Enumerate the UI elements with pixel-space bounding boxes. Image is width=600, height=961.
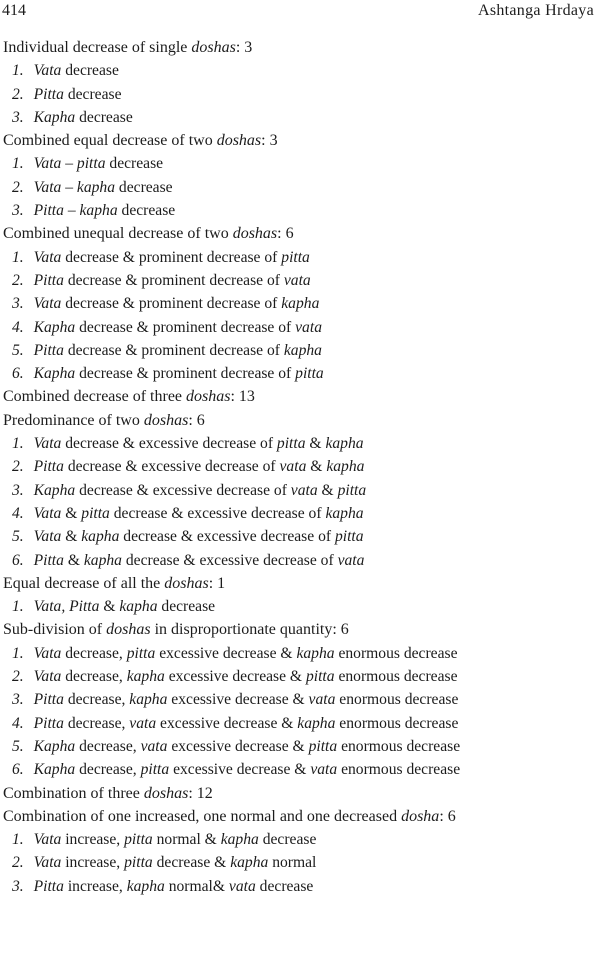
text-run: Combined unequal decrease of two [3, 225, 233, 243]
text-run: enormous decrease [334, 644, 458, 662]
item-number: 2. [12, 854, 24, 872]
text-run: increase, [63, 877, 127, 895]
italic-term: kapha [326, 458, 365, 476]
text-run: & [305, 435, 326, 453]
item-number: 3. [12, 481, 24, 499]
text-run: decrease & excessive decrease of [109, 504, 326, 522]
text-run: Predominance of two [3, 411, 144, 429]
text-run: decrease & prominent decrease of [61, 248, 282, 266]
item-number: 4. [12, 318, 24, 336]
text-run: decrease & prominent decrease of [61, 295, 282, 313]
italic-term: Kapha [29, 108, 76, 126]
text-run: & [61, 528, 82, 546]
list-item [0, 152, 600, 175]
text-run: decrease, [75, 761, 141, 779]
item-number: 1. [12, 598, 24, 616]
text-run: decrease & excessive decrease of [119, 528, 335, 546]
section-heading [0, 572, 600, 595]
italic-term: doshas [232, 225, 278, 243]
text-run: decrease [61, 62, 119, 80]
list-item [0, 455, 600, 478]
italic-term: vata [310, 761, 338, 779]
item-number: 1. [12, 155, 24, 173]
list-item [0, 176, 600, 199]
italic-term: kapha [296, 644, 335, 662]
item-number: 3. [12, 108, 24, 126]
italic-term: kapha [81, 528, 120, 546]
text-run: decrease & excessive decrease of [121, 551, 338, 569]
page-content [0, 36, 600, 898]
item-number: 4. [12, 714, 24, 732]
list-item [0, 339, 600, 362]
list-item [0, 688, 600, 711]
text-run: enormous decrease [335, 691, 459, 709]
text-run: Sub-division of [3, 621, 107, 639]
text-run: normal& [164, 877, 229, 895]
text-run: enormous decrease [337, 761, 461, 779]
text-run: Combined equal decrease of two [3, 132, 217, 150]
text-run: : 6 [277, 225, 294, 243]
item-number: 1. [12, 435, 24, 453]
italic-term: pitta [140, 761, 170, 779]
item-number: 2. [12, 85, 24, 103]
page-number: 414 [2, 2, 26, 19]
text-run: decrease, [75, 737, 141, 755]
item-number: 1. [12, 248, 24, 266]
list-item [0, 269, 600, 292]
text-run: decrease [117, 202, 176, 220]
text-run: : 3 [235, 39, 253, 56]
italic-term: kapha [230, 854, 269, 872]
item-number: 2. [12, 458, 24, 476]
italic-term: vata [337, 551, 365, 569]
item-number: 3. [12, 691, 24, 709]
italic-term: pitta [281, 248, 310, 266]
italic-term: dosha [401, 807, 440, 825]
italic-term: Vata – pitta [29, 155, 106, 173]
text-run: & [306, 458, 327, 476]
italic-term: Vata [29, 435, 62, 453]
list-item [0, 362, 600, 385]
list-item [0, 828, 600, 851]
text-run: : 6 [188, 411, 205, 429]
text-run: enormous decrease [337, 737, 461, 755]
text-run: decrease [75, 108, 133, 126]
text-run: excessive decrease & [155, 644, 297, 662]
item-number: 3. [12, 877, 24, 895]
list-item [0, 83, 600, 106]
text-run: decrease & prominent decrease of [63, 271, 284, 289]
italic-term: kapha [325, 504, 364, 522]
italic-term: Kapha [29, 737, 76, 755]
list-item [0, 712, 600, 735]
text-run: decrease [63, 85, 122, 103]
text-run: increase, [61, 854, 125, 872]
italic-term: Pitta [29, 714, 64, 732]
item-number: 1. [12, 831, 24, 849]
italic-term: doshas [216, 132, 262, 150]
italic-term: kapha [119, 598, 158, 616]
text-run: & [61, 504, 82, 522]
text-run: Combined decrease of three [3, 388, 187, 406]
italic-term: Pitta [29, 341, 64, 359]
list-item [0, 595, 600, 618]
item-number: 1. [12, 62, 24, 80]
text-run: : 3 [261, 132, 278, 150]
italic-term: kapha [283, 341, 322, 359]
italic-term: doshas [106, 621, 151, 639]
text-run: decrease & prominent decrease of [75, 365, 296, 383]
text-run: – [61, 178, 77, 196]
italic-term: Pitta [29, 877, 64, 895]
list-item [0, 549, 600, 572]
running-title: Ashtanga Hrdaya [477, 2, 594, 19]
item-number: 2. [12, 178, 24, 196]
section-heading [0, 385, 600, 408]
text-run: decrease, [61, 644, 127, 662]
section-heading [0, 409, 600, 432]
italic-term: vata [228, 877, 256, 895]
italic-term: Vata [29, 854, 62, 872]
text-run: enormous decrease [335, 714, 459, 732]
text-run: enormous decrease [334, 668, 458, 686]
italic-term: pitta [295, 365, 324, 383]
italic-term: kapha [76, 178, 116, 196]
item-number: 6. [12, 761, 24, 779]
italic-term: kapha [83, 551, 122, 569]
italic-term: doshas [191, 39, 236, 56]
italic-term: pitta [334, 528, 364, 546]
italic-term: Pitta [29, 458, 64, 476]
section-heading [0, 618, 600, 641]
item-number: 4. [12, 504, 24, 522]
italic-term: Pitta – kapha [29, 202, 118, 220]
text-run: decrease & excessive decrease of [61, 435, 277, 453]
item-number: 3. [12, 202, 24, 220]
section-heading [0, 222, 600, 245]
list-item [0, 735, 600, 758]
text-run: excessive decrease & [156, 714, 298, 732]
text-run: decrease [157, 598, 216, 616]
italic-term: Vata [29, 178, 62, 196]
text-run: & [317, 481, 338, 499]
text-run: & [63, 551, 84, 569]
italic-term: pitta [308, 737, 338, 755]
italic-term: Kapha [29, 761, 76, 779]
italic-term: doshas [186, 388, 231, 406]
italic-term: kapha [325, 435, 364, 453]
list-item [0, 292, 600, 315]
italic-term: Vata [29, 248, 62, 266]
text-run: excessive decrease & [167, 691, 309, 709]
italic-term: kapha [129, 691, 168, 709]
italic-term: kapha [297, 714, 336, 732]
list-item [0, 851, 600, 874]
section-heading [0, 782, 600, 805]
italic-term: doshas [143, 784, 189, 802]
list-item [0, 502, 600, 525]
italic-term: vata [283, 271, 311, 289]
italic-term: Pitta [29, 691, 64, 709]
italic-term: Pitta [29, 551, 64, 569]
text-run: normal & [152, 831, 221, 849]
italic-term: Kapha [29, 365, 76, 383]
italic-term: Pitta [29, 85, 64, 103]
list-item [0, 875, 600, 898]
section-heading [0, 129, 600, 152]
italic-term: pitta [81, 504, 110, 522]
text-run: decrease, [61, 668, 127, 686]
text-run: Individual decrease of single [3, 39, 192, 56]
item-number: 2. [12, 668, 24, 686]
text-run: decrease & prominent decrease of [63, 341, 284, 359]
text-run: excessive decrease & [164, 668, 306, 686]
italic-term: vata [308, 691, 336, 709]
italic-term: kapha [126, 668, 165, 686]
italic-term: Vata [29, 831, 62, 849]
item-number: 6. [12, 551, 24, 569]
text-run: in disproportionate quantity: 6 [150, 621, 349, 639]
italic-term: kapha [220, 831, 259, 849]
text-run: Combination of one increased, one normal and one decreased [3, 807, 402, 825]
italic-term: doshas [164, 574, 209, 592]
list-item [0, 642, 600, 665]
text-run: decrease & excessive decrease of [75, 481, 291, 499]
list-item [0, 316, 600, 339]
italic-term: vata [279, 458, 307, 476]
italic-term: vata [140, 737, 168, 755]
italic-term: pitta [126, 644, 156, 662]
item-number: 6. [12, 365, 24, 383]
text-run: increase, [61, 831, 125, 849]
text-run: normal [268, 854, 317, 872]
italic-term: Vata [29, 668, 62, 686]
italic-term: kapha [126, 877, 165, 895]
italic-term: kapha [281, 295, 320, 313]
text-run: decrease & [152, 854, 231, 872]
list-item [0, 665, 600, 688]
italic-term: Vata [29, 504, 62, 522]
text-run: : 13 [230, 388, 255, 406]
text-run: Combination of three [3, 784, 144, 802]
list-item [0, 525, 600, 548]
italic-term: Vata [29, 295, 62, 313]
italic-term: pitta [124, 831, 153, 849]
text-run: decrease, [63, 714, 130, 732]
list-item [0, 246, 600, 269]
item-number: 1. [12, 644, 24, 662]
text-run: & [99, 598, 120, 616]
item-number: 5. [12, 737, 24, 755]
italic-term: Vata [29, 644, 62, 662]
italic-term: vata [129, 714, 157, 732]
text-run: : 6 [439, 807, 456, 825]
text-run: decrease & excessive decrease of [63, 458, 280, 476]
list-item [0, 199, 600, 222]
item-number: 3. [12, 295, 24, 313]
list-item [0, 106, 600, 129]
text-run: : 1 [208, 574, 226, 592]
text-run: decrease [115, 178, 173, 196]
italic-term: pitta [124, 854, 153, 872]
italic-term: pitta [276, 435, 306, 453]
italic-term: Vata [29, 62, 62, 80]
italic-term: Vata [29, 528, 62, 546]
section-heading [0, 805, 600, 828]
item-number: 5. [12, 341, 24, 359]
text-run: excessive decrease & [169, 761, 311, 779]
italic-term: vata [295, 318, 322, 336]
text-run: decrease [255, 877, 314, 895]
italic-term: doshas [143, 411, 189, 429]
list-item [0, 758, 600, 781]
text-run: decrease, [63, 691, 130, 709]
list-item [0, 432, 600, 455]
italic-term: Pitta [29, 271, 64, 289]
text-run: : 12 [188, 784, 213, 802]
italic-term: vata [290, 481, 318, 499]
list-item [0, 479, 600, 502]
running-header [0, 0, 600, 26]
text-run: decrease [258, 831, 317, 849]
italic-term: pitta [305, 668, 335, 686]
text-run: excessive decrease & [167, 737, 309, 755]
text-run: decrease & prominent decrease of [75, 318, 296, 336]
italic-term: Kapha [29, 318, 76, 336]
item-number: 5. [12, 528, 24, 546]
text-run: Equal decrease of all the [3, 574, 165, 592]
italic-term: Vata, Pitta [29, 598, 100, 616]
italic-term: pitta [337, 481, 367, 499]
list-item [0, 59, 600, 82]
section-heading [0, 36, 600, 59]
text-run: decrease [105, 155, 164, 173]
item-number: 2. [12, 271, 24, 289]
italic-term: Kapha [29, 481, 76, 499]
